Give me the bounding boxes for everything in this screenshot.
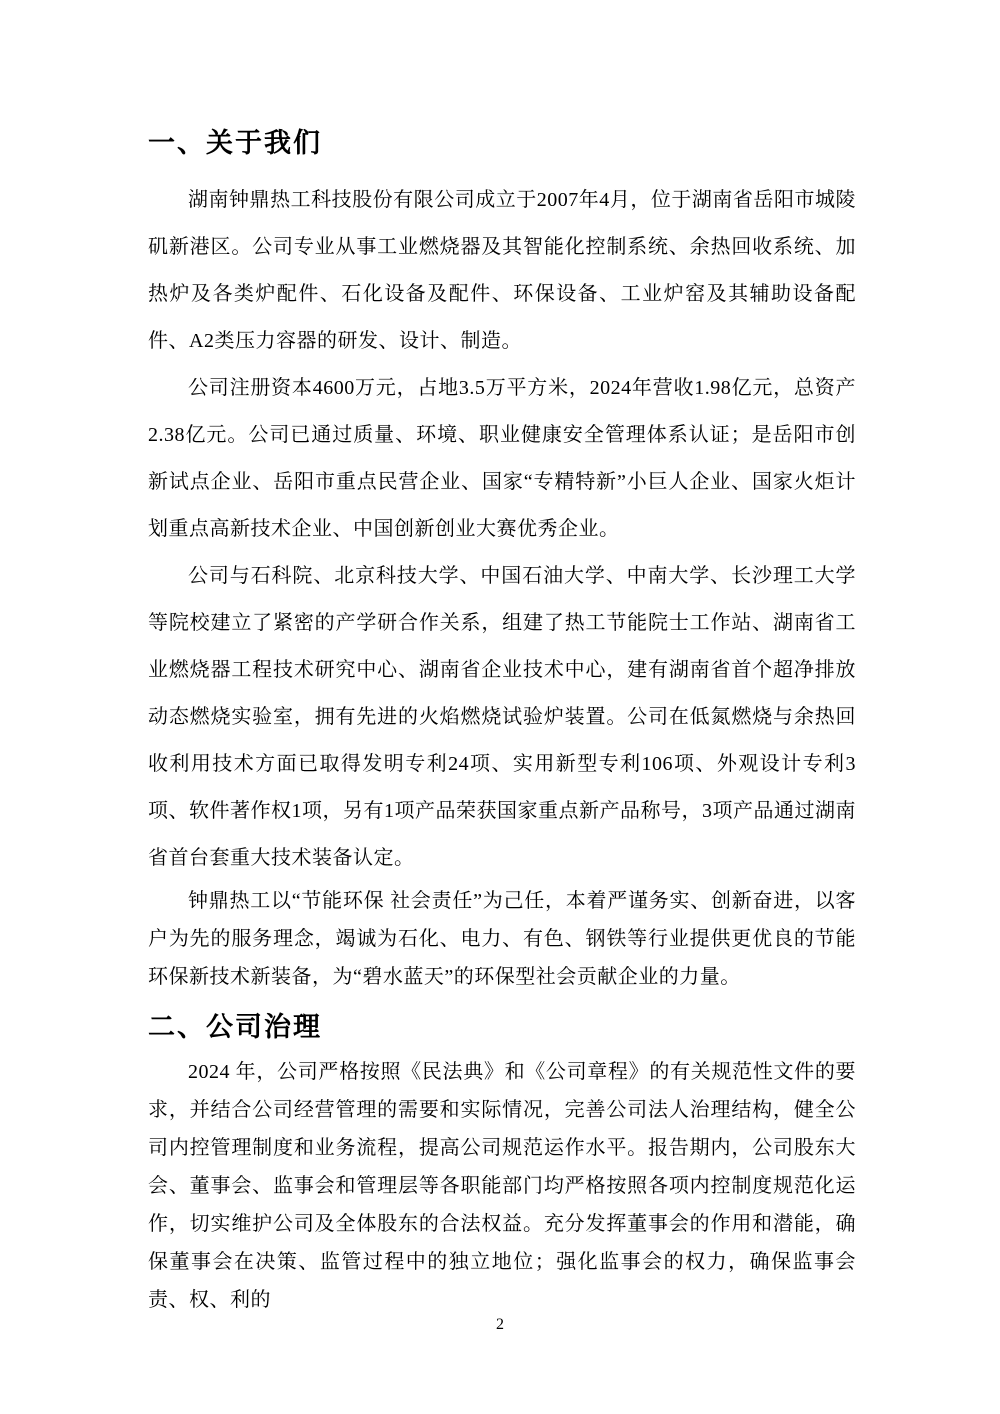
section-heading-governance: 二、公司治理: [148, 1012, 322, 1042]
section-heading-about-us: 一、关于我们: [148, 128, 322, 158]
page-number: 2: [496, 1316, 504, 1333]
paragraph-company-capital: 公司注册资本4600万元，占地3.5万平方米，2024年营收1.98亿元，总资产2.38亿元。公司已通过质量、环境、职业健康安全管理体系认证；是岳阳市创新试点企业、岳阳市重点民营企业、国家“专精特新”小巨人企业、国家火炬计划重点高新技术企业、中国创新创业大赛优秀企业。: [148, 377, 856, 540]
paragraph-company-mission: 钟鼎热工以“节能环保 社会责任”为己任，本着严谨务实、创新奋进，以客户为先的服务理念，竭诚为石化、电力、有色、钢铁等行业提供更优良的节能环保新技术新装备，为“碧水蓝天”的环保型社会贡献企业的力量。: [148, 890, 856, 988]
paragraph-governance: 2024 年，公司严格按照《民法典》和《公司章程》的有关规范性文件的要求，并结合公司经营管理的需要和实际情况，完善公司法人治理结构，健全公司内控管理制度和业务流程，提高公司规范运作水平。报告期内，公司股东大会、董事会、监事会和管理层等各职能部门均严格按照各项内控制度规范化运作，切实维护公司及全体股东的合法权益。充分发挥董事会的作用和潜能，确保董事会在决策、监管过程中的独立地位；强化监事会的权力，确保监事会责、权、利的: [148, 1061, 856, 1311]
paragraph-company-intro: 湖南钟鼎热工科技股份有限公司成立于2007年4月，位于湖南省岳阳市城陵矶新港区。公司专业从事工业燃烧器及其智能化控制系统、余热回收系统、加热炉及各类炉配件、石化设备及配件、环保设备、工业炉窑及其辅助设备配件、A2类压力容器的研发、设计、制造。: [148, 189, 856, 352]
paragraph-company-research: 公司与石科院、北京科技大学、中国石油大学、中南大学、长沙理工大学等院校建立了紧密的产学研合作关系，组建了热工节能院士工作站、湖南省工业燃烧器工程技术研究中心、湖南省企业技术中心，建有湖南省首个超净排放动态燃烧实验室，拥有先进的火焰燃烧试验炉装置。公司在低氮燃烧与余热回收利用技术方面已取得发明专利24项、实用新型专利106项、外观设计专利3项、软件著作权1项，另有1项产品荣获国家重点新产品称号，3项产品通过湖南省首台套重大技术装备认定。: [148, 565, 856, 869]
